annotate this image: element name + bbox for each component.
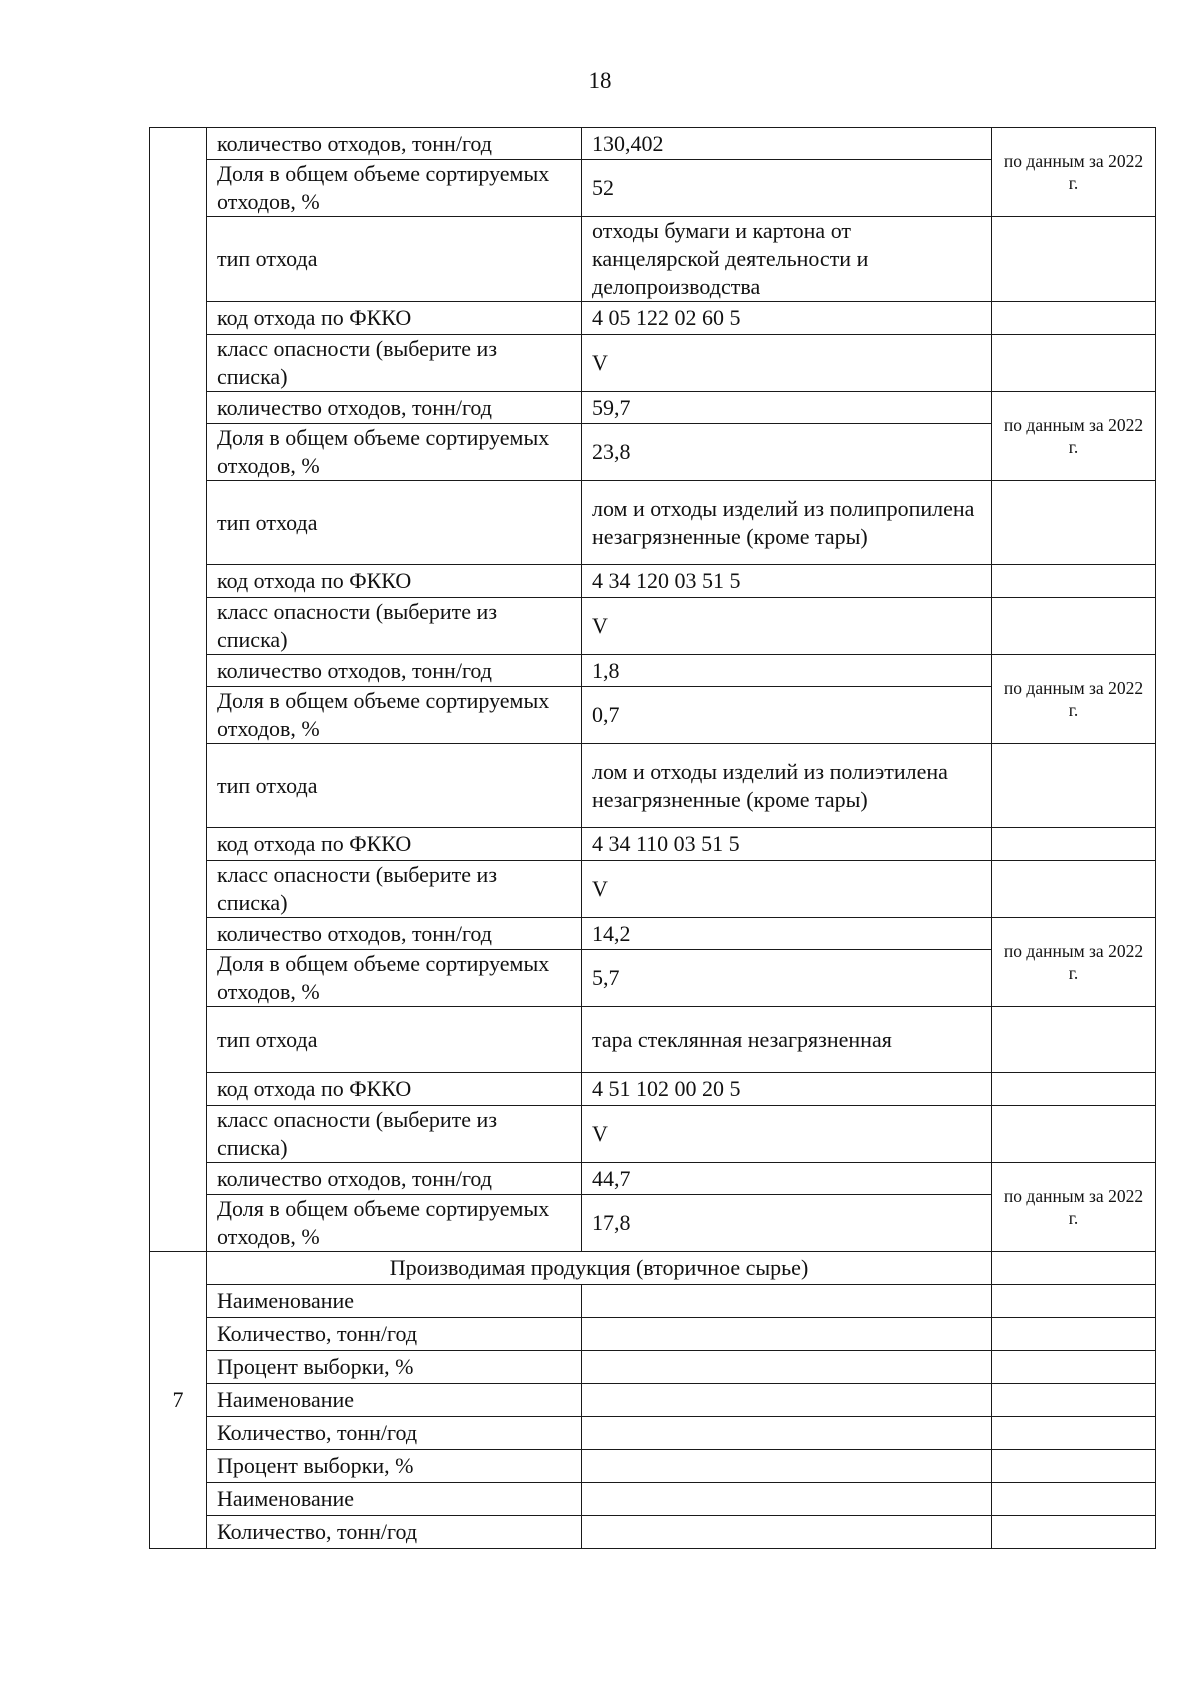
row-label: Доля в общем объеме сортируемых отходов, % xyxy=(207,950,582,1007)
table-row xyxy=(150,1318,1156,1351)
row-value xyxy=(582,1450,992,1483)
row-label: класс опасности (выберите из списка) xyxy=(207,861,582,918)
row-note xyxy=(992,1252,1156,1285)
table-row xyxy=(150,1450,1156,1483)
row-label: код отхода по ФККО xyxy=(207,302,582,335)
section-number: 7 xyxy=(150,1252,207,1549)
row-label: код отхода по ФККО xyxy=(207,828,582,861)
section-title: Производимая продукция (вторичное сырье) xyxy=(207,1252,992,1285)
row-value: лом и отходы изделий из полипропилена незагрязненные (кроме тары) xyxy=(582,481,992,565)
table-row xyxy=(150,828,1156,861)
row-label: количество отходов, тонн/год xyxy=(207,655,582,687)
row-label: код отхода по ФККО xyxy=(207,565,582,598)
row-value: 59,7 xyxy=(582,392,992,424)
row-value xyxy=(582,1351,992,1384)
row-note: по данным за 2022 г. xyxy=(992,128,1156,217)
row-value: 5,7 xyxy=(582,950,992,1007)
row-note xyxy=(992,1483,1156,1516)
row-value: 1,8 xyxy=(582,655,992,687)
table-row xyxy=(150,392,1156,424)
row-value: 17,8 xyxy=(582,1195,992,1252)
waste-table xyxy=(149,127,1156,1549)
table-row xyxy=(150,598,1156,655)
row-note xyxy=(992,1384,1156,1417)
table-row xyxy=(150,1351,1156,1384)
row-label: Наименование xyxy=(207,1285,582,1318)
table-row xyxy=(150,1384,1156,1417)
row-value: 4 51 102 00 20 5 xyxy=(582,1073,992,1106)
row-label: Доля в общем объеме сортируемых отходов, % xyxy=(207,160,582,217)
row-value: 130,402 xyxy=(582,128,992,160)
row-note xyxy=(992,598,1156,655)
row-value: 14,2 xyxy=(582,918,992,950)
row-value xyxy=(582,1516,992,1549)
row-note xyxy=(992,744,1156,828)
table-row xyxy=(150,1483,1156,1516)
table-row xyxy=(150,128,1156,160)
row-label: Количество, тонн/год xyxy=(207,1318,582,1351)
table-row xyxy=(150,302,1156,335)
row-note xyxy=(992,481,1156,565)
row-label: количество отходов, тонн/год xyxy=(207,392,582,424)
row-label: Доля в общем объеме сортируемых отходов, % xyxy=(207,424,582,481)
row-value: 23,8 xyxy=(582,424,992,481)
row-label: Наименование xyxy=(207,1483,582,1516)
row-label: Количество, тонн/год xyxy=(207,1516,582,1549)
row-label: тип отхода xyxy=(207,481,582,565)
row-note xyxy=(992,1450,1156,1483)
row-note: по данным за 2022 г. xyxy=(992,392,1156,481)
table-row xyxy=(150,481,1156,565)
row-label: количество отходов, тонн/год xyxy=(207,1163,582,1195)
table-row xyxy=(150,1285,1156,1318)
row-note xyxy=(992,828,1156,861)
row-note xyxy=(992,1318,1156,1351)
row-label: класс опасности (выберите из списка) xyxy=(207,598,582,655)
row-value: V xyxy=(582,335,992,392)
table-row xyxy=(150,1073,1156,1106)
section-header-row xyxy=(150,1252,1156,1285)
row-value: отходы бумаги и картона от канцелярской деятельности и делопроизводства xyxy=(582,217,992,302)
row-note: по данным за 2022 г. xyxy=(992,1163,1156,1252)
row-note xyxy=(992,302,1156,335)
table-row xyxy=(150,1516,1156,1549)
row-value: V xyxy=(582,1106,992,1163)
row-label: класс опасности (выберите из списка) xyxy=(207,1106,582,1163)
row-note xyxy=(992,1417,1156,1450)
table-row xyxy=(150,655,1156,687)
row-note xyxy=(992,1106,1156,1163)
row-note xyxy=(992,1073,1156,1106)
table-row xyxy=(150,1106,1156,1163)
row-value xyxy=(582,1285,992,1318)
table-row xyxy=(150,1163,1156,1195)
row-value: 44,7 xyxy=(582,1163,992,1195)
row-label: тип отхода xyxy=(207,1007,582,1073)
row-note: по данным за 2022 г. xyxy=(992,918,1156,1007)
row-note xyxy=(992,861,1156,918)
row-note xyxy=(992,1007,1156,1073)
row-value xyxy=(582,1417,992,1450)
row-label: тип отхода xyxy=(207,744,582,828)
row-note xyxy=(992,565,1156,598)
row-value: 0,7 xyxy=(582,687,992,744)
row-label: Количество, тонн/год xyxy=(207,1417,582,1450)
row-note xyxy=(992,1351,1156,1384)
row-note xyxy=(992,1516,1156,1549)
row-value xyxy=(582,1384,992,1417)
row-value xyxy=(582,1318,992,1351)
row-note xyxy=(992,217,1156,302)
row-label: Доля в общем объеме сортируемых отходов, % xyxy=(207,687,582,744)
row-value xyxy=(582,1483,992,1516)
row-label: Наименование xyxy=(207,1384,582,1417)
row-label: количество отходов, тонн/год xyxy=(207,918,582,950)
row-note xyxy=(992,1285,1156,1318)
row-value: 4 34 120 03 51 5 xyxy=(582,565,992,598)
row-number-cell xyxy=(150,128,207,1252)
page-number: 18 xyxy=(588,68,612,93)
table-row xyxy=(150,1417,1156,1450)
table-row xyxy=(150,744,1156,828)
row-note xyxy=(992,335,1156,392)
row-value: 52 xyxy=(582,160,992,217)
table-row xyxy=(150,335,1156,392)
table-row xyxy=(150,861,1156,918)
row-value: V xyxy=(582,598,992,655)
row-value: 4 05 122 02 60 5 xyxy=(582,302,992,335)
row-label: тип отхода xyxy=(207,217,582,302)
row-value: лом и отходы изделий из полиэтилена незагрязненные (кроме тары) xyxy=(582,744,992,828)
row-label: Процент выборки, % xyxy=(207,1351,582,1384)
row-label: код отхода по ФККО xyxy=(207,1073,582,1106)
table-row xyxy=(150,217,1156,302)
table-row xyxy=(150,918,1156,950)
row-value: 4 34 110 03 51 5 xyxy=(582,828,992,861)
row-label: Процент выборки, % xyxy=(207,1450,582,1483)
row-value: тара стеклянная незагрязненная xyxy=(582,1007,992,1073)
row-label: количество отходов, тонн/год xyxy=(207,128,582,160)
row-note: по данным за 2022 г. xyxy=(992,655,1156,744)
row-value: V xyxy=(582,861,992,918)
table-row xyxy=(150,1007,1156,1073)
table-row xyxy=(150,565,1156,598)
row-label: Доля в общем объеме сортируемых отходов, % xyxy=(207,1195,582,1252)
row-label: класс опасности (выберите из списка) xyxy=(207,335,582,392)
